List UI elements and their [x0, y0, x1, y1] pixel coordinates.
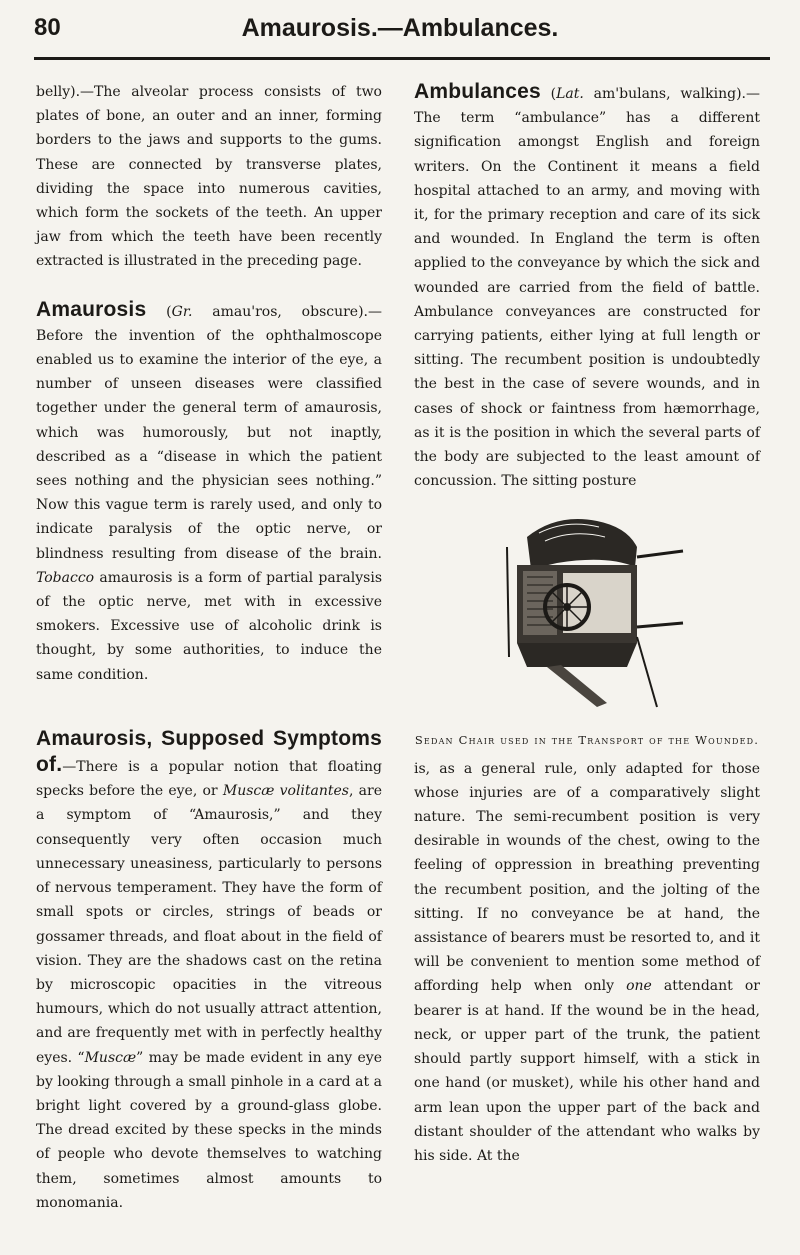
sedan-chair-illustration	[487, 507, 687, 719]
entry-amaurosis: Amaurosis (Gr. amau'ros, obscure).—Before the invention of the ophthalmoscope enabled us to examine the interior of the eye, a number of unseen diseases were classified together under the general term of amaurosis, which was humorously, but not inaptly, described as a “disease in which the patient sees nothing and the physician sees nothing.” Now this vague term is rarely used, and only to indicate paralysis of the optic nerve, or blindness resulting from disease of the brain. Tobacco amaurosis is a form of partial paralysis of the optic nerve, met with in excessive smokers. Excessive use of alcoholic drink is thought, by some authorities, to induce the same condition.	[36, 297, 382, 683]
left-column	[36, 80, 382, 1215]
page-number: 80	[34, 14, 61, 41]
paragraph-continuation: is, as a general rule, only adapted for those whose injuries are of a comparatively slight nature. The semi-recumbent position is very desirable in wounds of the chest, owing to the feeling of oppression in breathing preventing the recumbent position, and the jolting of the sitting. If no conveyance be at hand, the assistance of bearers must be resorted to, and it will be convenient to mention some method of affording help when only one attendant or bearer is at hand. If the wound be in the head, neck, or upper part of the trunk, the patient should partly support himself, with a stick in one hand (or musket), while his other hand and arm lean upon the upper part of the back and distant shoulder of the attendant who walks by his side. At the	[414, 760, 760, 1164]
amaurosis-etymology: amau'ros, obscure).—	[192, 303, 382, 320]
supposed-text: —There is a popular notion that floating specks before the eye, or	[36, 759, 382, 800]
one-term: one	[626, 978, 652, 995]
header-rule	[34, 57, 770, 60]
amaurosis-text: Before the invention of the ophthalmoscope enabled us to examine the interior of the eye, a number of unseen diseases were classified together under the general term of amaurosis, which was humorously, but not inaptly, described as a “disease in which the patient sees nothing and the physician sees nothing.” Now this vague term is rarely used, and only to indicate paralysis of the optic nerve, or blindness resulting from disease of the brain.	[36, 327, 382, 562]
continuation-text: is, as a general rule, only adapted for those whose injuries are of a comparatively slight nature. The semi-recumbent position is very desirable in wounds of the chest, owing to the feeling of oppression in breathing preventing the recumbent position, and the jolting of the sitting. If no conveyance be at hand, the assistance of bearers must be resorted to, and it will be convenient to mention some method of affording help when only	[414, 760, 760, 995]
amaurosis-lang: Gr.	[171, 303, 193, 320]
muscae-term: Muscæ	[84, 1049, 137, 1066]
amaurosis-heading: Amaurosis	[36, 297, 147, 321]
paragraph-alveolar	[36, 80, 382, 274]
ambulances-lang: Lat.	[556, 86, 584, 102]
ambulances-heading: Ambulances	[414, 80, 541, 103]
entry-ambulances: Ambulances (Lat. am'bulans, walking).—The term “ambulance” has a different signification amongst English and foreign writers. On the Continent it means a field hospital attached to an army, and moving with it, for the primary reception and care of its sick and wounded. In England the term is often applied to the conveyance by which the sick and wounded are carried from the field of battle. Ambulance conveyances are constructed for carrying patients, either lying at full length or sitting. The recumbent position is undoubtedly the best in the case of severe wounds, and in cases of shock or faintness from hæmorrhage, as it is the position in which the several parts of the body are subjected to the least amount of concussion. The sitting posture	[414, 80, 760, 490]
muscae-volitantes-term: Muscæ volitantes	[222, 783, 349, 800]
figure-caption: Sedan Chair used in the Transport of the Wounded.	[414, 732, 760, 747]
sedan-chair-figure	[414, 507, 760, 727]
running-head: Amaurosis.—Ambulances.	[241, 14, 559, 42]
ambulances-text: The term “ambulance” has a different signification amongst English and foreign writers. On the Continent it means a field hospital attached to an army, and moving with it, for the primary reception and care of its sick and wounded. In England the term is often applied to the conveyance by which the sick and wounded are carried from the field of battle. Ambulance conveyances are constructed for carrying patients, either lying at full length or sitting. The recumbent position is undoubtedly the best in the case of severe wounds, and in cases of shock or faintness from hæmorrhage, as it is the position in which the several parts of the body are subjected to the least amount of concussion. The sitting posture	[414, 110, 760, 490]
ambulances-etymology: am'bulans, walking).—	[583, 86, 760, 102]
alveolar-text: belly).—The alveolar process consists of two plates of bone, an outer and an inner, forming borders to the jaws and supports to the gums. These are connected by transverse plates, dividing the space into numerous cavities, which form the sockets of the teeth. An upper jaw from which the teeth have been recently extracted is illustrated in the preceding page.	[36, 84, 382, 270]
tobacco-term: Tobacco	[36, 569, 95, 586]
right-column	[414, 80, 760, 1168]
entry-amaurosis-supposed: Amaurosis, Supposed Symptoms of.—There is a popular notion that floating specks before the eye, or Muscæ volitantes, are a symptom of “Amaurosis,” and they consequently very often occasion much unnecessary uneasiness, particularly to persons of nervous temperament. They have the form of small spots or circles, strings of beads or gossamer threads, and float about in the field of vision. They are the shadows cast on the retina by microscopic opacities in the vitreous humours, which do not usually attract attention, and are frequently met with in perfectly healthy eyes. “Muscæ” may be made evident in any eye by looking through a small pinhole in a card at a bright light covered by a ground-glass globe. The dread excited by these specks in the minds of people who devote themselves to watching them, sometimes almost amounts to monomania.	[36, 726, 382, 1211]
supposed-heading: Amaurosis, Supposed Symptoms of.	[36, 726, 382, 777]
